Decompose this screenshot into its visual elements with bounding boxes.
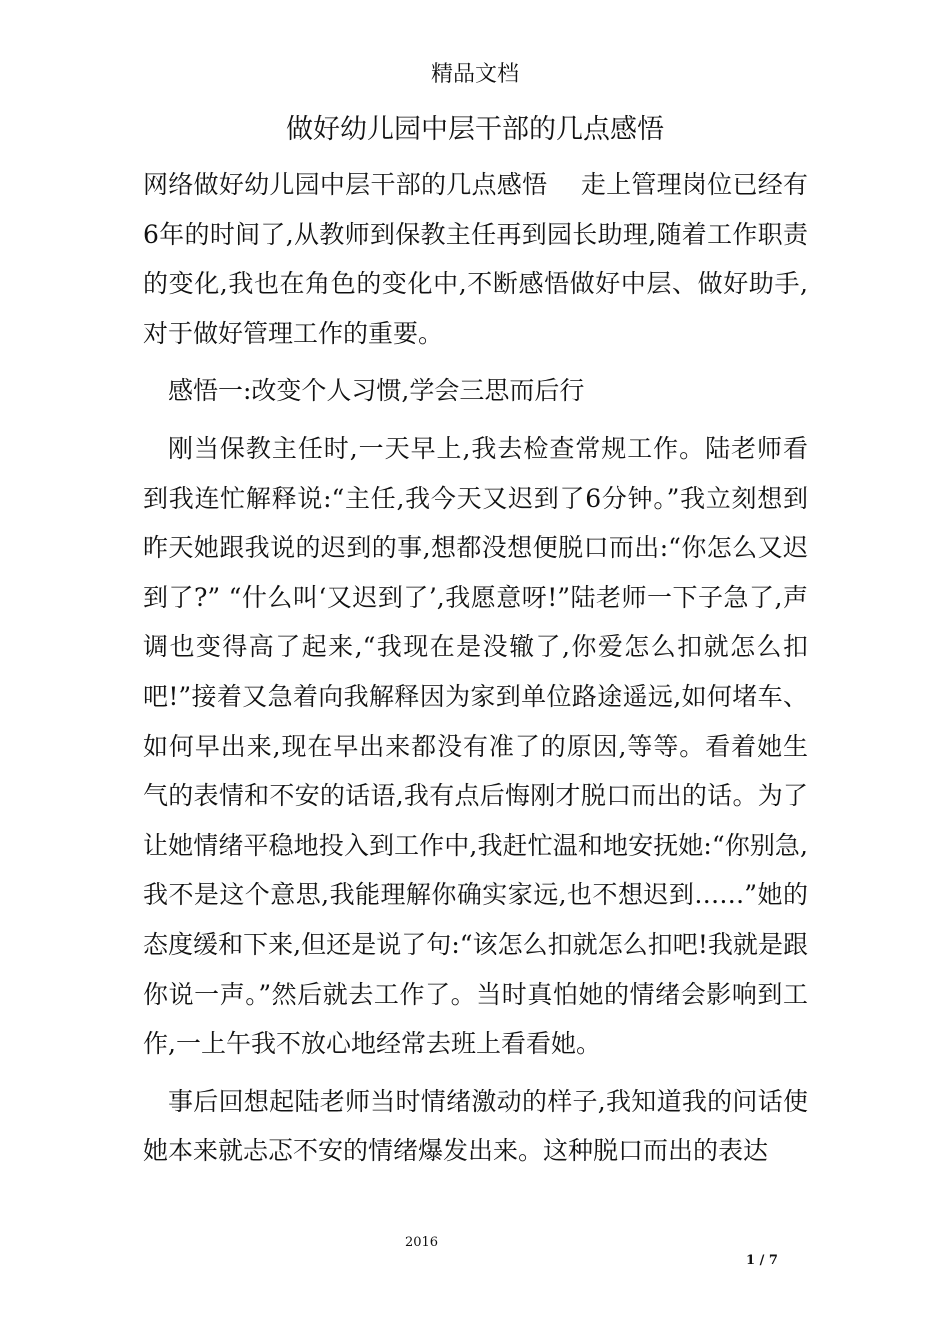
paragraph-story: 刚当保教主任时,一天早上,我去检查常规工作。陆老师看到我连忙解释说:“主任,我今天又迟到了6分钟。”我立刻想到昨天她跟我说的迟到的事,想都没想便脱口而出:“你怎么又迟到了?” “什么叫‘又迟到了’,我愿意呀!”陆老师一下子急了,声调也变得高了起来,“我现在是没辙了,你爱怎么扣就怎么扣吧!”接着又急着向我解释因为家到单位路途遥远,如何堵车、如何早出来,现在早出来都没有准了的原因,等等。看着她生气的表情和不安的话语,我有点后悔刚才脱口而出的话。为了让她情绪平稳地投入到工作中,我赶忙温和地安抚她:“你别急,我不是这个意思,我能理解你确实家远,也不想迟到……”她的态度缓和下来,但还是说了句:“该怎么扣就怎么扣吧!我就是跟你说一声。”然后就去工作了。当时真怕她的情绪会影响到工作,一上午我不放心地经常去班上看看她。 [143,433,808,1059]
page-number: 1 / 7 [746,1253,778,1268]
page-header: 精品文档 [430,62,519,87]
paragraph-reflection: 事后回想起陆老师当时情绪激动的样子,我知道我的问话使她本来就忐忑不安的情绪爆发出来。这种脱口而出的表达 [143,1086,808,1166]
section-heading: 感悟一:改变个人习惯,学会三思而后行 [168,376,585,406]
footer-year: 2016 [404,1235,439,1250]
document-title: 做好幼儿园中层干部的几点感悟 [286,114,664,145]
paragraph-intro: 网络做好幼儿园中层干部的几点感悟 走上管理岗位已经有6年的时间了,从教师到保教主任再到园长助理,随着工作职责的变化,我也在角色的变化中,不断感悟做好中层、做好助手,对于做好管理工作的重要。 [143,170,808,348]
document-body [143,160,808,1176]
